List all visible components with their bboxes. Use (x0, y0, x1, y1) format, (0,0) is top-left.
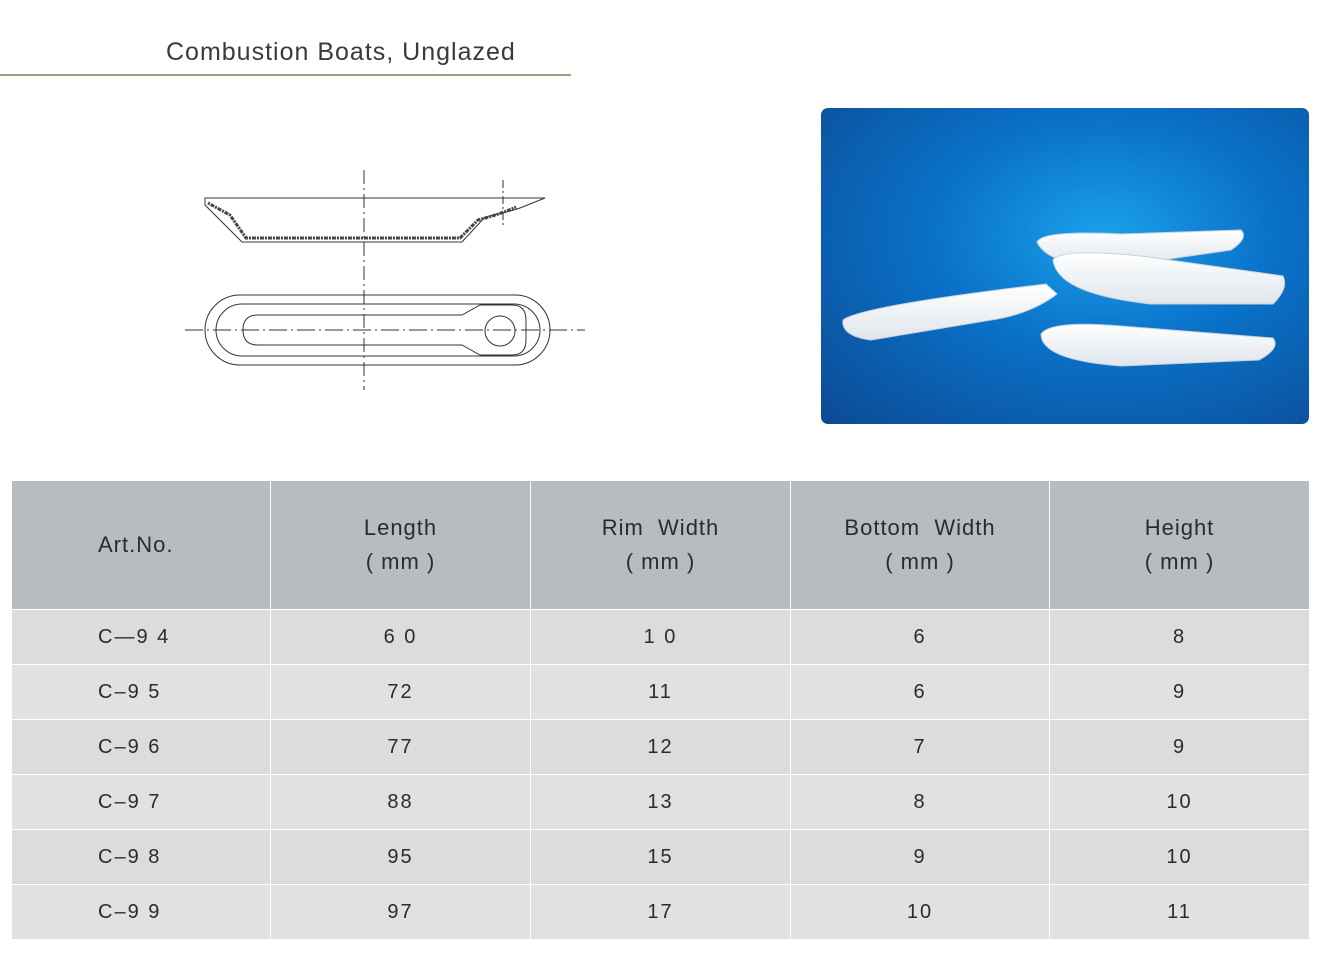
cell-rim-width: 11 (531, 665, 791, 720)
header-rim-width (531, 481, 791, 610)
header-label: Length (363, 515, 438, 540)
header-length (271, 481, 531, 610)
product-photo (821, 108, 1309, 424)
cell-height: 9 (1050, 665, 1310, 720)
header-height (1050, 481, 1310, 610)
cell-length: 72 (271, 665, 531, 720)
header-unit: ( mm ) (625, 549, 696, 574)
cell-height: 10 (1050, 775, 1310, 830)
table-header-row (12, 481, 1310, 610)
cell-rim-width: 15 (531, 830, 791, 885)
header-unit: ( mm ) (885, 549, 955, 574)
page-title: Combustion Boats, Unglazed (166, 38, 516, 66)
table-row (12, 775, 1310, 830)
cell-length: 97 (271, 885, 531, 940)
cell-bottom-width: 10 (791, 885, 1050, 940)
cell-length: 88 (271, 775, 531, 830)
cell-art-no: C–9 7 (12, 775, 271, 830)
cell-rim-width: 1 0 (531, 610, 791, 665)
header-bottom-width (791, 481, 1050, 610)
top-view-hole (485, 316, 515, 346)
cell-art-no: C—9 4 (12, 610, 271, 665)
cell-bottom-width: 6 (791, 665, 1050, 720)
table-row (12, 610, 1310, 665)
title-underline (0, 74, 571, 76)
cell-art-no: C–9 8 (12, 830, 271, 885)
header-unit: ( mm ) (365, 549, 436, 574)
cell-height: 10 (1050, 830, 1310, 885)
ceramic-boats (843, 230, 1285, 366)
cell-rim-width: 12 (531, 720, 791, 775)
header-label: Height (1144, 515, 1215, 540)
technical-drawing (180, 165, 600, 395)
table-row (12, 720, 1310, 775)
cell-length: 95 (271, 830, 531, 885)
header-unit: ( mm ) (1144, 549, 1215, 574)
cell-length: 77 (271, 720, 531, 775)
cell-bottom-width: 9 (791, 830, 1050, 885)
cell-bottom-width: 6 (791, 610, 1050, 665)
cell-art-no: C–9 9 (12, 885, 271, 940)
cell-height: 8 (1050, 610, 1310, 665)
header-label: Rim Width (601, 515, 720, 540)
cell-height: 9 (1050, 720, 1310, 775)
side-section-outline (205, 198, 545, 242)
cell-height: 11 (1050, 885, 1310, 940)
header-label: Art.No. (98, 532, 174, 557)
spec-table (11, 480, 1310, 940)
header-art-no (12, 481, 271, 610)
cell-rim-width: 17 (531, 885, 791, 940)
table-row (12, 830, 1310, 885)
cell-art-no: C–9 5 (12, 665, 271, 720)
table-row (12, 885, 1310, 940)
cell-rim-width: 13 (531, 775, 791, 830)
table-row (12, 665, 1310, 720)
cell-bottom-width: 8 (791, 775, 1050, 830)
cell-art-no: C–9 6 (12, 720, 271, 775)
header-label: Bottom Width (844, 515, 996, 540)
cell-bottom-width: 7 (791, 720, 1050, 775)
cell-length: 6 0 (271, 610, 531, 665)
